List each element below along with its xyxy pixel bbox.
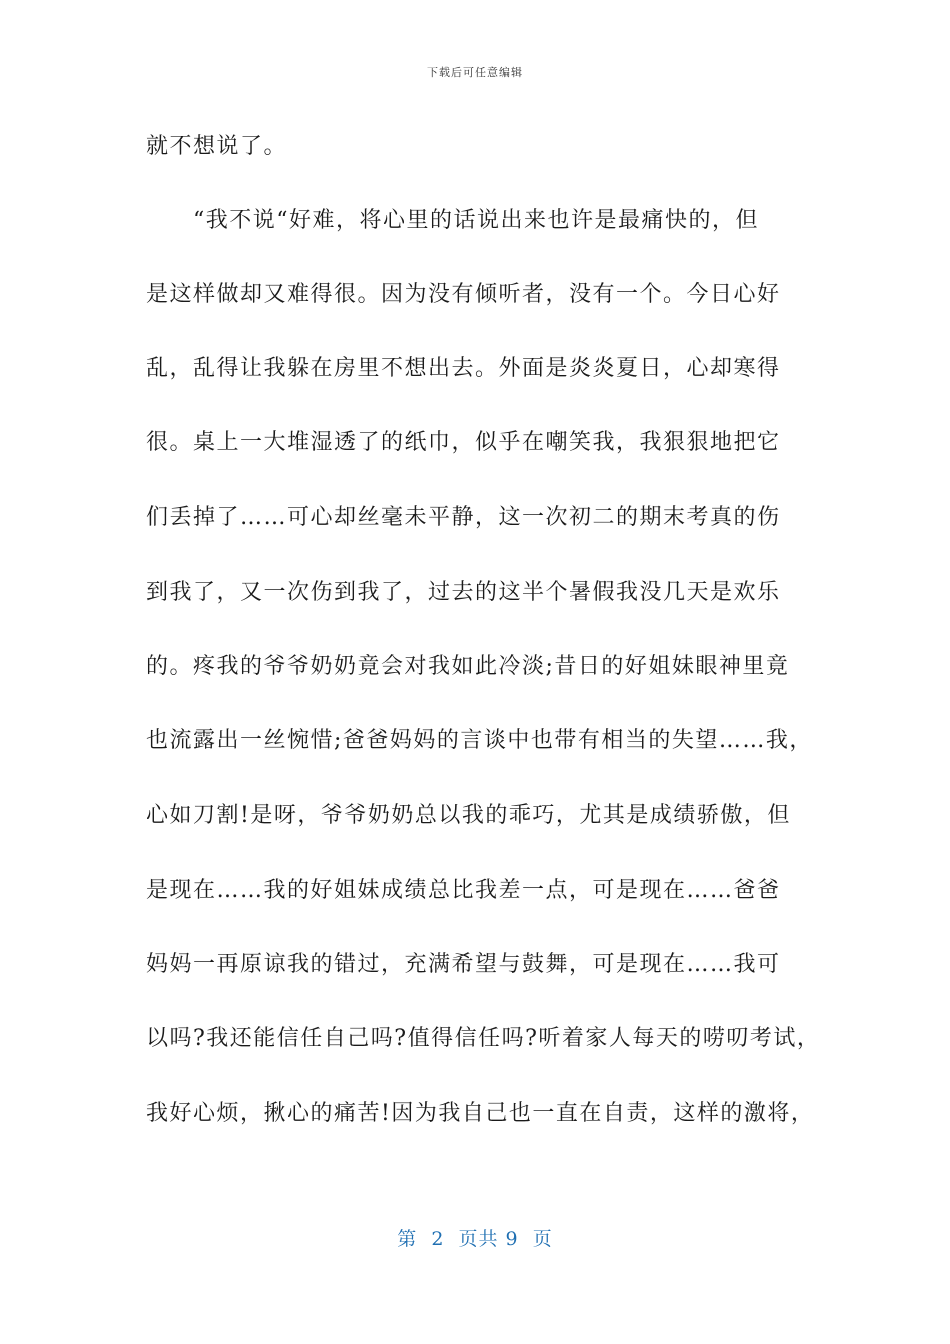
- text-line: “我不说“好难，将心里的话说出来也许是最痛快的，但: [146, 208, 759, 233]
- text-line: 是这样做却又难得很。因为没有倾听者，没有一个。今日心好: [146, 282, 781, 307]
- text-line: 很。桌上一大堆湿透了的纸巾，似乎在嘲笑我，我狠狠地把它: [146, 430, 781, 455]
- text-line: 也流露出一丝惋惜;爸爸妈妈的言谈中也带有相当的失望……我，: [146, 728, 813, 753]
- page-number-footer: 第 2 页共 9 页: [397, 1228, 553, 1250]
- text-line: 的。疼我的爷爷奶奶竟会对我如此冷淡;昔日的好姐妹眼神里竟: [146, 654, 790, 679]
- text-line: 妈妈一再原谅我的错过，充满希望与鼓舞，可是现在……我可: [146, 952, 781, 977]
- text-line: 们丢掉了……可心却丝毫未平静，这一次初二的期末考真的伤: [146, 505, 781, 530]
- text-line: 就不想说了。: [146, 134, 288, 159]
- text-line: 乱，乱得让我躲在房里不想出去。外面是炎炎夏日，心却寒得: [146, 356, 781, 381]
- text-line: 我好心烦，揪心的痛苦!因为我自己也一直在自责，这样的激将，: [146, 1101, 815, 1126]
- page-header: 下载后可任意编辑: [427, 66, 523, 79]
- text-line: 以吗?我还能信任自己吗?值得信任吗?听着家人每天的唠叨考试，: [146, 1026, 821, 1051]
- text-line: 到我了，又一次伤到我了，过去的这半个暑假我没几天是欢乐: [146, 580, 781, 605]
- text-line: 心如刀割!是呀，爷爷奶奶总以我的乖巧，尤其是成绩骄傲，但: [146, 803, 791, 828]
- text-line: 是现在……我的好姐妹成绩总比我差一点，可是现在……爸爸: [146, 878, 781, 903]
